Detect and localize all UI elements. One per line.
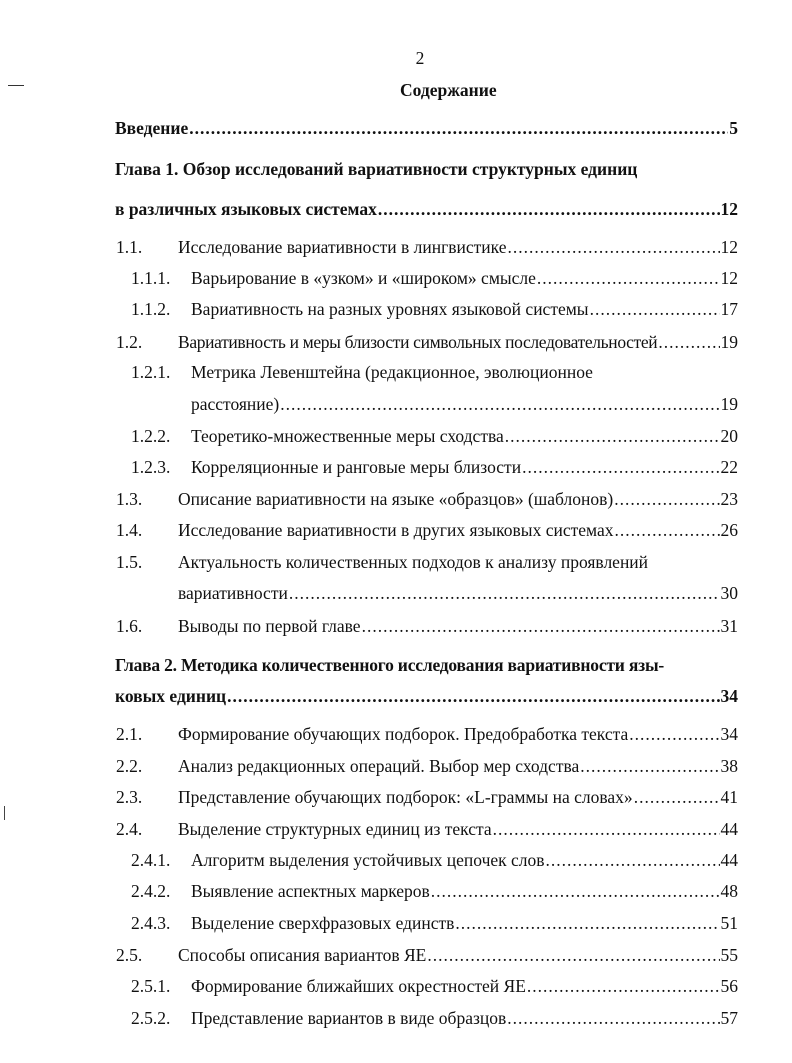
toc-entry-page: 34: [720, 686, 738, 706]
toc-entry-page: 38: [720, 756, 738, 776]
dot-leader: [546, 850, 720, 871]
dot-leader: [522, 457, 719, 478]
toc-entry-page: 22: [720, 457, 738, 477]
dot-leader: [505, 426, 720, 447]
dot-leader: [527, 976, 720, 997]
toc-entry-1-2-1-line-1: 1.2.1. Метрика Левенштейна (редакционное, эволюционное: [131, 362, 593, 382]
toc-entry-title: Теоретико-множественные меры сходства: [191, 426, 504, 446]
toc-entry-page: 20: [720, 426, 738, 446]
toc-entry-number: 2.4.2.: [131, 881, 171, 901]
toc-entry-number: 1.4.: [116, 520, 143, 540]
dot-leader: [634, 787, 720, 808]
toc-entry-number: 2.2.: [116, 756, 143, 776]
toc-entry-number: 1.2.: [116, 332, 143, 352]
toc-chapter-2-line-1: Глава 2. Методика количественного исследования вариативности язы-: [115, 655, 665, 675]
toc-entry-page: 55: [720, 945, 738, 965]
toc-entry-title: Исследование вариативности в лингвистике: [178, 237, 507, 257]
toc-entry-2-5: [116, 945, 738, 969]
toc-entry-page: 23: [720, 489, 738, 509]
toc-heading: Содержание: [400, 80, 497, 100]
toc-entry-title: Описание вариативности на языке «образцов» (шаблонов): [178, 489, 614, 509]
dot-leader: [658, 332, 719, 353]
dot-leader: [614, 489, 719, 510]
toc-entry-page: 12: [720, 199, 738, 219]
dot-leader: [378, 199, 720, 220]
toc-entry-1-5-line-1: 1.5. Актуальность количественных подходов к анализу проявлений: [116, 552, 649, 572]
toc-entry-page: 57: [720, 1008, 738, 1028]
toc-entry-page: 19: [720, 332, 738, 352]
toc-entry-2-4: [116, 819, 738, 843]
toc-entry-title: Способы описания вариантов ЯЕ: [178, 945, 427, 965]
toc-entry-introduction: [115, 118, 738, 142]
toc-entry-title: в различных языковых системах: [115, 199, 377, 219]
margin-mark: [8, 85, 24, 86]
toc-entry-title: Выделение структурных единиц из текста: [178, 819, 492, 839]
toc-entry-1-2-1-line-2: [191, 394, 738, 418]
toc-entry-number: 1.2.2.: [131, 426, 171, 446]
toc-entry-title: Формирование ближайших окрестностей ЯЕ: [191, 976, 526, 996]
toc-entry-title: Введение: [115, 118, 189, 138]
toc-entry-title: Выводы по первой главе: [178, 616, 361, 636]
toc-entry-number: 2.4.1.: [131, 850, 171, 870]
toc-entry-number: 1.1.1.: [131, 268, 171, 288]
dot-leader: [427, 945, 719, 966]
toc-entry-number: 1.2.1.: [131, 362, 171, 382]
toc-entry-number: 1.6.: [116, 616, 143, 636]
toc-entry-title: расстояние): [191, 394, 280, 414]
toc-entry-1-2-3: [131, 457, 738, 481]
toc-entry-page: 51: [720, 913, 738, 933]
dot-leader: [507, 1008, 719, 1029]
toc-entry-2-4-2: [131, 881, 738, 905]
dot-leader: [227, 686, 719, 707]
toc-entry-page: 48: [720, 881, 738, 901]
dot-leader: [493, 819, 720, 840]
dot-leader: [189, 118, 728, 139]
toc-chapter-1-line-1: Глава 1. Обзор исследований вариативности структурных единиц: [115, 159, 638, 179]
toc-entry-title: Варьирование в «узком» и «широком» смысле: [191, 268, 536, 288]
toc-entry-title: Вариативность на разных уровнях языковой системы: [191, 299, 589, 319]
toc-entry-2-5-1: [131, 976, 738, 1000]
toc-entry-page: 56: [720, 976, 738, 996]
toc-entry-page: 41: [720, 787, 738, 807]
toc-entry-title: Представление обучающих подборок: «L-граммы на словах»: [178, 787, 633, 807]
toc-entry-2-3: [116, 787, 738, 811]
toc-entry-title: Выделение сверхфразовых единств: [191, 913, 455, 933]
toc-entry-page: 34: [720, 724, 738, 744]
toc-entry-number: 2.1.: [116, 724, 143, 744]
toc-entry-number: 2.5.1.: [131, 976, 171, 996]
toc-entry-title: Формирование обучающих подборок. Предобработка текста: [178, 724, 629, 744]
toc-entry-2-5-2: [131, 1008, 738, 1032]
toc-entry-number: 2.5.: [116, 945, 143, 965]
toc-entry-2-1: [116, 724, 738, 748]
dot-leader: [508, 237, 720, 258]
dot-leader: [362, 616, 720, 637]
toc-entry-number: 2.4.3.: [131, 913, 171, 933]
toc-entry-title: Представление вариантов в виде образцов: [191, 1008, 507, 1028]
dot-leader: [537, 268, 720, 289]
toc-entry-page: 31: [720, 616, 738, 636]
toc-entry-title: вариативности: [178, 583, 288, 603]
page-number: 2: [415, 48, 425, 68]
toc-entry-page: 12: [720, 268, 738, 288]
toc-entry-page: 17: [720, 299, 738, 319]
toc-entry-number: 1.1.: [116, 237, 143, 257]
dot-leader: [629, 724, 719, 745]
dot-leader: [280, 394, 719, 415]
toc-entry-1-1-2: [131, 299, 738, 323]
toc-entry-2-2: [116, 756, 738, 780]
toc-entry-title: Алгоритм выделения устойчивых цепочек слов: [191, 850, 545, 870]
toc-entry-number: 1.3.: [116, 489, 143, 509]
toc-entry-1-1-1: [131, 268, 738, 292]
toc-chapter-2-line-2: [115, 686, 738, 710]
toc-entry-title: Вариативность и меры близости символьных последовательностей: [178, 332, 658, 352]
dot-leader: [590, 299, 720, 320]
toc-entry-2-4-3: [131, 913, 738, 937]
toc-entry-page: 44: [720, 850, 738, 870]
toc-entry-title: Выявление аспектных маркеров: [191, 881, 430, 901]
toc-entry-1-2-2: [131, 426, 738, 450]
toc-entry-1-4: [116, 520, 738, 544]
dot-leader: [455, 913, 719, 934]
toc-entry-number: 1.5.: [116, 552, 143, 572]
toc-entry-title: Анализ редакционных операций. Выбор мер сходства: [178, 756, 580, 776]
toc-entry-1-1: [116, 237, 738, 261]
toc-entry-title: Корреляционные и ранговые меры близости: [191, 457, 522, 477]
toc-entry-number: 2.5.2.: [131, 1008, 171, 1028]
toc-entry-page: 19: [720, 394, 738, 414]
toc-entry-number: 1.2.3.: [131, 457, 171, 477]
dot-leader: [289, 583, 720, 604]
toc-entry-page: 26: [720, 520, 738, 540]
dot-leader: [614, 520, 719, 541]
toc-chapter-1-line-2: [115, 199, 738, 223]
margin-tick: [4, 806, 5, 820]
toc-entry-number: 2.4.: [116, 819, 143, 839]
toc-entry-number: 2.3.: [116, 787, 143, 807]
toc-entry-number: 1.1.2.: [131, 299, 171, 319]
toc-entry-1-6: [116, 616, 738, 640]
dot-leader: [580, 756, 719, 777]
toc-entry-title: Исследование вариативности в других языковых системах: [178, 520, 614, 540]
dot-leader: [431, 881, 720, 902]
toc-entry-page: 30: [720, 583, 738, 603]
toc-entry-title: ковых единиц: [115, 686, 227, 706]
toc-entry-1-2: [116, 332, 738, 356]
toc-entry-page: 12: [720, 237, 738, 257]
toc-entry-2-4-1: [131, 850, 738, 874]
toc-entry-1-5-line-2: [178, 583, 738, 607]
toc-entry-1-3: [116, 489, 738, 513]
toc-entry-page: 44: [720, 819, 738, 839]
toc-entry-page: 5: [729, 118, 738, 138]
